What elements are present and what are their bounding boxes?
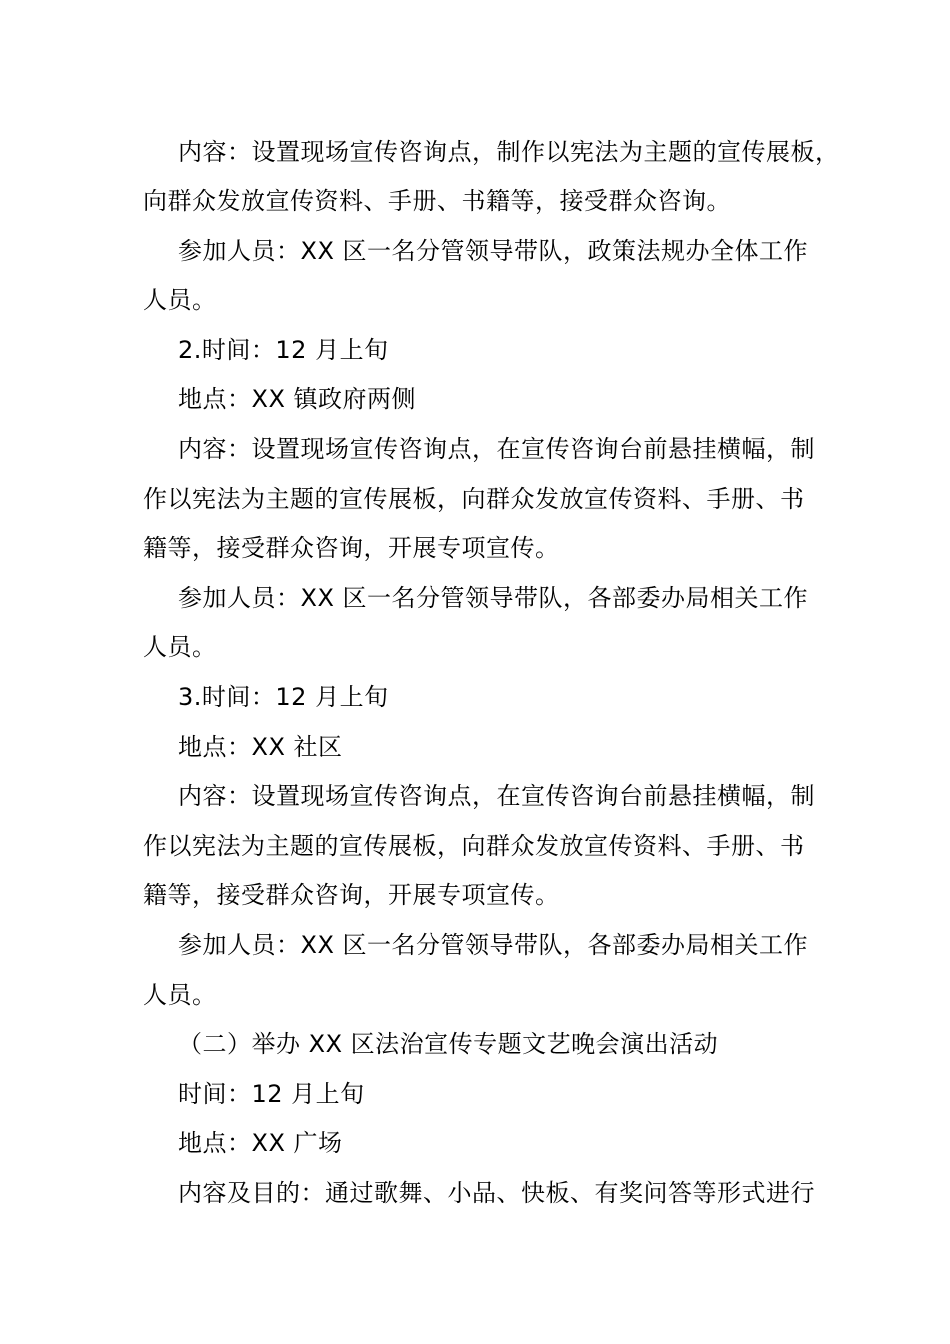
paragraph-line: 参加人员：XX 区一名分管领导带队，各部委办局相关工作 (178, 931, 809, 959)
paragraph-line: 向群众发放宣传资料、手册、书籍等，接受群众咨询。 (143, 187, 731, 215)
item-time: 2.时间：12 月上旬 (178, 336, 389, 364)
item-location: 地点：XX 广场 (178, 1129, 343, 1157)
item-time: 时间：12 月上旬 (178, 1080, 365, 1108)
section-heading: （二）举办 XX 区法治宣传专题文艺晚会演出活动 (178, 1030, 719, 1058)
paragraph-line: 人员。 (143, 633, 217, 661)
paragraph-line: 内容：设置现场宣传咨询点，在宣传咨询台前悬挂横幅，制 (178, 435, 815, 463)
paragraph-line: 作以宪法为主题的宣传展板，向群众发放宣传资料、手册、书 (143, 485, 805, 513)
paragraph-line: 内容：设置现场宣传咨询点，在宣传咨询台前悬挂横幅，制 (178, 782, 815, 810)
paragraph-line: 人员。 (143, 286, 217, 314)
paragraph-line: 人员。 (143, 981, 217, 1009)
paragraph-line: 内容及目的：通过歌舞、小品、快板、有奖问答等形式进行 (178, 1179, 815, 1207)
item-location: 地点：XX 镇政府两侧 (178, 385, 417, 413)
paragraph-line: 籍等，接受群众咨询，开展专项宣传。 (143, 534, 560, 562)
paragraph-line: 内容：设置现场宣传咨询点，制作以宪法为主题的宣传展板， (178, 138, 840, 166)
paragraph-line: 参加人员：XX 区一名分管领导带队，政策法规办全体工作 (178, 237, 809, 265)
paragraph-line: 作以宪法为主题的宣传展板，向群众发放宣传资料、手册、书 (143, 832, 805, 860)
item-time: 3.时间：12 月上旬 (178, 683, 389, 711)
paragraph-line: 籍等，接受群众咨询，开展专项宣传。 (143, 881, 560, 909)
item-location: 地点：XX 社区 (178, 733, 343, 761)
paragraph-line: 参加人员：XX 区一名分管领导带队，各部委办局相关工作 (178, 584, 809, 612)
